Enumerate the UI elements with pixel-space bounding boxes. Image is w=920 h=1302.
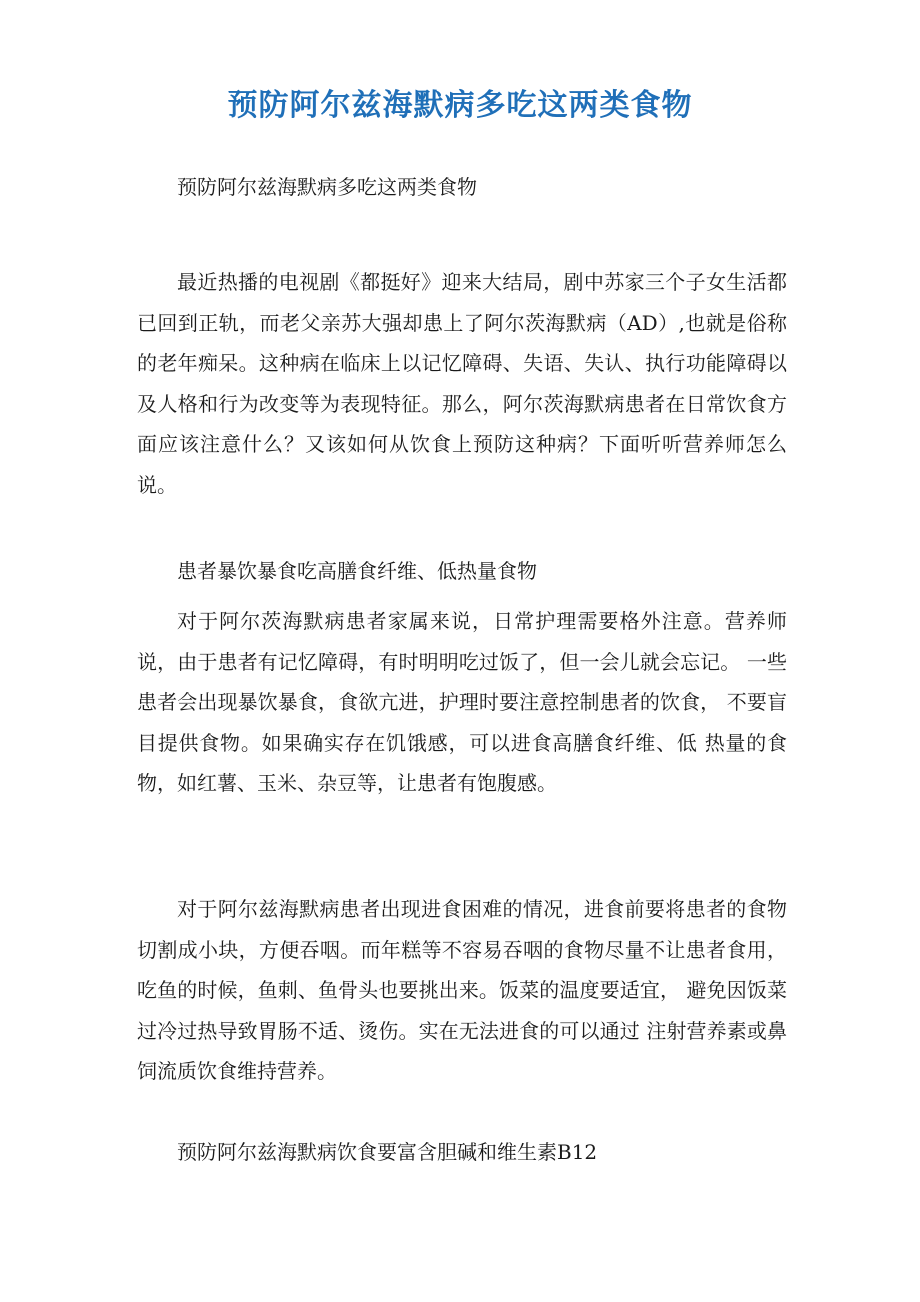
document-title: 预防阿尔兹海默病多吃这两类食物 <box>227 88 693 123</box>
section-heading-overeating: 患者暴饮暴食吃高膳食纤维、低热量食物 <box>177 559 537 583</box>
paragraph-intro: 最近热播的电视剧《都挺好》迎来大结局，剧中苏家三个子女生活都已回到正轨，而老父亲苏大强却患上了阿尔茨海默病（AD）,也就是俗称的老年痴呆。这种病在临床上以记忆障碍、失语、失认、执行功能障碍以及人格和行为改变等为表现特征。那么，阿尔茨海默病患者在日常饮食方面应该注意什么？又该如何从饮食上预防这种病？下面听听营养师怎么说。 <box>137 270 787 497</box>
paragraph-swallowing-care: 对于阿尔兹海默病患者出现进食困难的情况，进食前要将患者的食物切割成小块，方便吞咽。而年糕等不容易吞咽的食物尽量不让患者食用，吃鱼的时候，鱼刺、鱼骨头也要挑出来。饭菜的温度要适宜， 避免因饭菜过冷过热导致胃肠不适、烫伤。实在无法进食的可以通过 注射营养素或鼻饲流质饮食维持营养。 <box>137 897 787 1083</box>
document-subtitle: 预防阿尔兹海默病多吃这两类食物 <box>177 175 477 199</box>
section-heading-choline-b12: 预防阿尔兹海默病饮食要富含胆碱和维生素B12 <box>177 1140 598 1164</box>
paragraph-overeating-care: 对于阿尔茨海默病患者家属来说，日常护理需要格外注意。营养师说，由于患者有记忆障碍，有时明明吃过饭了，但一会儿就会忘记。 一些患者会出现暴饮暴食，食欲亢进，护理时要注意控制患者的饮食， 不要盲目提供食物。如果确实存在饥饿感，可以进食高膳食纤维、低 热量的食物，如红薯、玉米、杂豆等，让患者有饱腹感。 <box>137 609 787 795</box>
